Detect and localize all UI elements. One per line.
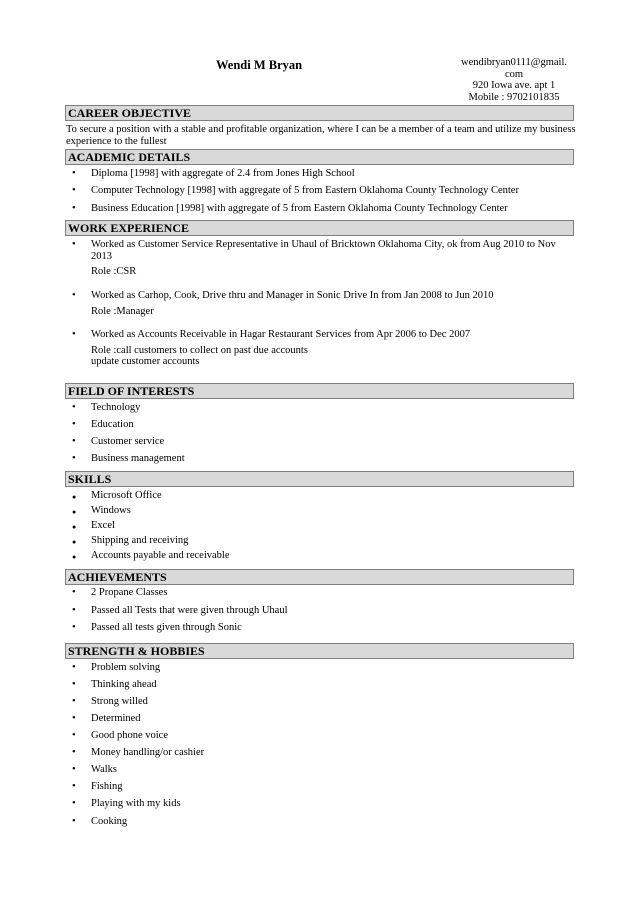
skill-item-text: Accounts payable and receivable	[91, 550, 230, 561]
achievement-item-text: 2 Propane Classes	[91, 587, 168, 598]
section-title: ACHIEVEMENTS	[68, 570, 167, 584]
contact-address: 920 Iowa ave. apt 1	[472, 80, 556, 91]
section-header-achievements	[65, 569, 574, 585]
bullet-icon: •	[72, 764, 76, 775]
interest-item-text: Customer service	[91, 436, 165, 447]
strength-item-text: Money handling/or cashier	[91, 747, 205, 758]
work-item	[72, 290, 572, 317]
bullet-icon: •	[72, 185, 76, 196]
section-title: WORK EXPERIENCE	[68, 221, 190, 235]
work-item	[72, 239, 572, 278]
bullet-icon: •	[72, 713, 76, 724]
skill-item-text: Windows	[91, 505, 131, 516]
bullet-icon: •	[72, 329, 76, 340]
skill-item-text: Excel	[91, 520, 115, 531]
contact-mobile: Mobile : 9702101835	[468, 91, 560, 103]
bullet-icon: •	[72, 662, 76, 673]
work-item-role: Role :CSR	[91, 266, 137, 277]
bullet-icon: •	[72, 622, 76, 633]
interest-item-text: Technology	[91, 402, 141, 413]
bullet-icon: •	[72, 781, 76, 792]
bullet-icon: ●	[72, 508, 77, 516]
bullet-icon: •	[72, 747, 76, 758]
bullet-icon: •	[72, 168, 76, 179]
strength-item-text: Walks	[91, 764, 117, 775]
achievement-item-text: Passed all tests given through Sonic	[91, 622, 242, 633]
section-title: FIELD OF INTERESTS	[68, 384, 195, 398]
bullet-icon: •	[72, 679, 76, 690]
section-header-field-of-interests	[65, 383, 574, 399]
section-header-academic-details	[65, 149, 574, 165]
bullet-icon: ●	[72, 538, 77, 546]
contact-block	[456, 57, 572, 103]
academic-item-text: Computer Technology [1998] with aggregate of 5 from Eastern Oklahoma County Technology Center	[91, 185, 519, 196]
work-item-role: Role :Manager	[91, 305, 154, 317]
bullet-icon: •	[72, 402, 76, 413]
strength-item-text: Playing with my kids	[91, 798, 181, 809]
bullet-icon: ●	[72, 553, 77, 561]
bullet-icon: •	[72, 436, 76, 447]
academic-item-text: Diploma [1998] with aggregate of 2.4 from Jones High School	[91, 168, 355, 179]
bullet-icon: •	[72, 419, 76, 430]
section-title: CAREER OBJECTIVE	[68, 106, 192, 120]
work-item-role-extra: update customer accounts	[91, 356, 200, 367]
bullet-icon: ●	[72, 493, 77, 501]
section-header-work-experience	[65, 220, 574, 236]
section-header-career-objective	[65, 105, 574, 121]
academic-item-text: Business Education [1998] with aggregate of 5 from Eastern Oklahoma County Technology Center	[91, 203, 508, 214]
skill-item-text: Shipping and receiving	[91, 535, 189, 546]
bullet-icon: •	[72, 816, 76, 827]
bullet-icon: •	[72, 730, 76, 741]
career-objective-text: To secure a position with a stable and profitable organization, where I can be a member of a team and utilize my business experience to the fullest	[66, 124, 576, 147]
skill-item-text: Microsoft Office	[91, 490, 162, 501]
work-item-text: Worked as Customer Service Representative in Uhaul of Bricktown Oklahoma City, ok from Aug 2010 to Nov 2013	[91, 239, 556, 262]
strength-item-text: Determined	[91, 713, 141, 724]
work-item	[72, 329, 572, 368]
section-title: ACADEMIC DETAILS	[68, 150, 191, 164]
bullet-icon: ●	[72, 523, 77, 531]
interest-item-text: Education	[91, 419, 134, 430]
bullet-icon: •	[72, 605, 76, 616]
bullet-icon: •	[72, 453, 76, 464]
strength-item-text: Fishing	[91, 781, 123, 792]
bullet-icon: •	[72, 203, 76, 214]
bullet-icon: •	[72, 587, 76, 598]
achievement-item-text: Passed all Tests that were given through Uhaul	[91, 605, 288, 616]
section-header-skills	[65, 471, 574, 487]
bullet-icon: •	[72, 239, 76, 250]
contact-email-line2: com	[504, 68, 524, 80]
work-item-text: Worked as Accounts Receivable in Hagar Restaurant Services from Apr 2006 to Dec 2007	[91, 329, 471, 340]
interest-item-text: Business management	[91, 453, 185, 464]
bullet-icon: •	[72, 798, 76, 809]
candidate-name: Wendi M Bryan	[216, 58, 303, 72]
section-header-strength-hobbies	[65, 643, 574, 659]
strength-item-text: Good phone voice	[91, 730, 168, 741]
bullet-icon: •	[72, 696, 76, 707]
contact-email-line1: wendibryan0111@gmail.	[461, 57, 567, 68]
work-item-role: Role :call customers to collect on past due accounts	[91, 344, 308, 356]
strength-item-text: Cooking	[91, 816, 128, 827]
section-title: SKILLS	[68, 472, 112, 486]
bullet-icon: •	[72, 290, 76, 301]
strength-item-text: Strong willed	[91, 696, 148, 707]
strength-item-text: Thinking ahead	[91, 679, 157, 690]
work-item-text: Worked as Carhop, Cook, Drive thru and Manager in Sonic Drive In from Jan 2008 to Jun 2010	[91, 290, 494, 301]
section-title: STRENGTH & HOBBIES	[68, 644, 205, 658]
strength-item-text: Problem solving	[91, 662, 161, 673]
